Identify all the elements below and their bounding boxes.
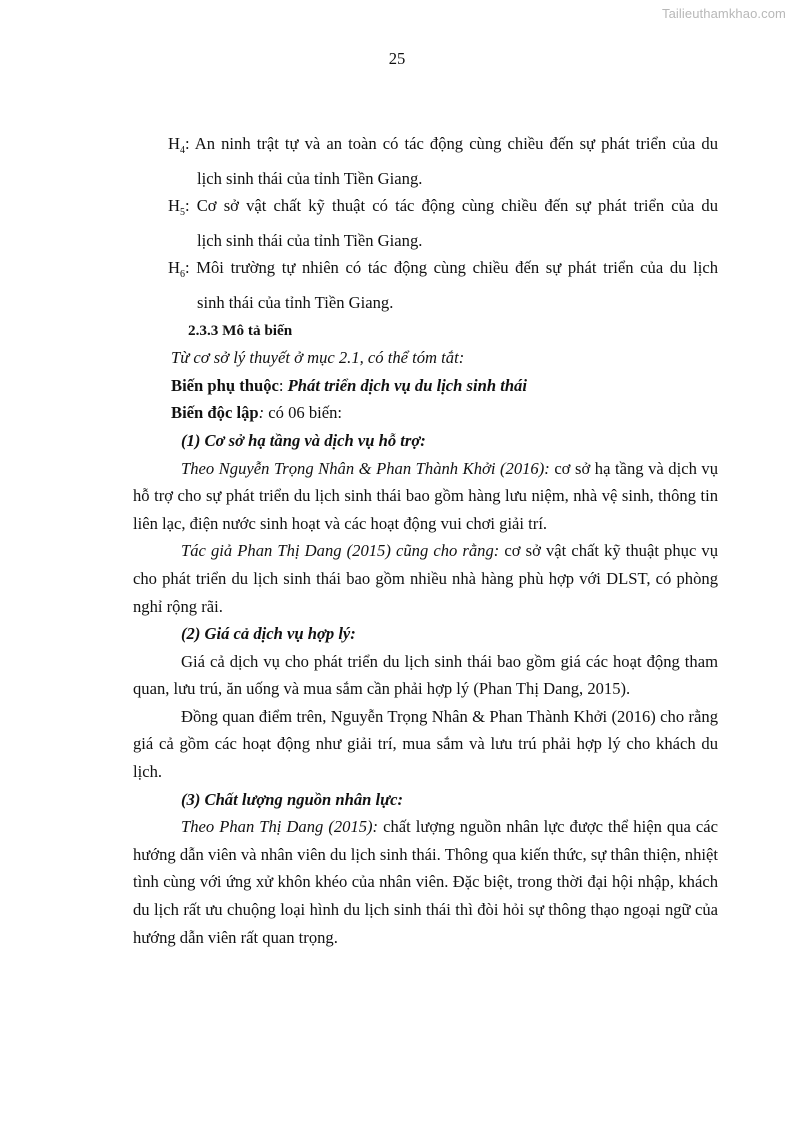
document-body [133, 130, 718, 951]
hypothesis-text-cont: lịch sinh thái của tỉnh Tiền Giang. [197, 168, 423, 188]
page-number: 25 [388, 49, 406, 68]
hypothesis-label: $H_5$ [168, 196, 185, 219]
hypothesis-h5 [133, 192, 718, 254]
hypothesis-text-cont: lịch sinh thái của tỉnh Tiền Giang. [197, 230, 423, 250]
hypothesis-text-cont: sinh thái của tỉnh Tiền Giang. [197, 292, 394, 312]
section-1-paragraph-2: Tác giả Phan Thị Dang (2015) cũng cho rằng: cơ sở vật chất kỹ thuật phục vụ cho phát triển du lịch sinh thái bao gồm nhiều nhà hàng phù hợp với DLST, có phòng nghỉ rộng rãi. [133, 541, 718, 616]
section-2-heading: (2) Giá cả dịch vụ hợp lý: [181, 624, 356, 644]
section-3-paragraph-1: Theo Phan Thị Dang (2015): chất lượng nguồn nhân lực được thể hiện qua các hướng dẫn viên và nhân viên du lịch sinh thái. Thông qua kiến thức, sự thân thiện, nhiệt tình cùng với ứng xử khôn khéo của nhân viên. Đặc biệt, trong thời đại hội nhập, khách du lịch rất ưu chuộng loại hình du lịch sinh thái thì đòi hỏi sự thông thạo ngoại ngữ của hướng dẫn viên rất quan trọng. [133, 817, 718, 947]
intro-text: Từ cơ sở lý thuyết ở mục 2.1, có thể tóm tắt: [171, 348, 465, 368]
hypothesis-h4 [133, 130, 718, 192]
dependent-variable: Biến phụ thuộc: Phát triển dịch vụ du lịch sinh thái [171, 375, 527, 395]
section-2-paragraph-2: Đồng quan điểm trên, Nguyễn Trọng Nhân & Phan Thành Khởi (2016) cho rằng giá cả gồm các hoạt động như giải trí, mua sắm và lưu trú phải hợp lý cho khách du lịch. [133, 706, 718, 782]
hypothesis-h6 [133, 254, 718, 316]
independent-variable: Biến độc lập: có 06 biến: [171, 403, 343, 423]
hypothesis-label: $H_4$ [168, 134, 185, 156]
section-heading: 2.3.3 Mô tả biến [188, 321, 293, 339]
hypothesis-text: : Môi trường tự nhiên có tác động cùng chiều đến sự phát triển của du lịch [184, 258, 718, 278]
watermark: Tailieuthamkhao.com [661, 6, 786, 21]
hypothesis-text: : Cơ sở vật chất kỹ thuật có tác động cùng chiều đến sự phát triển của du [184, 196, 718, 216]
hypothesis-label: $H_6$ [168, 258, 185, 281]
hypothesis-text: : An ninh trật tự và an toàn có tác động cùng chiều đến sự phát triển của du [184, 134, 718, 153]
section-2-paragraph-1: Giá cả dịch vụ cho phát triển du lịch sinh thái bao gồm giá các hoạt động tham quan, lưu trú, ăn uống và mua sắm cần phải hợp lý (Phan Thị Dang, 2015). [133, 651, 718, 699]
section-1-paragraph-1: Theo Nguyễn Trọng Nhân & Phan Thành Khởi (2016): cơ sở hạ tầng và dịch vụ hỗ trợ cho sự phát triển du lịch sinh thái bao gồm hàng lưu niệm, nhà vệ sinh, thông tin liên lạc, điện nước sinh hoạt và các hoạt động vui chơi giải trí. [133, 458, 718, 533]
section-1-heading: (1) Cơ sở hạ tầng và dịch vụ hỗ trợ: [181, 430, 426, 450]
section-3-heading: (3) Chất lượng nguồn nhân lực: [181, 789, 403, 809]
